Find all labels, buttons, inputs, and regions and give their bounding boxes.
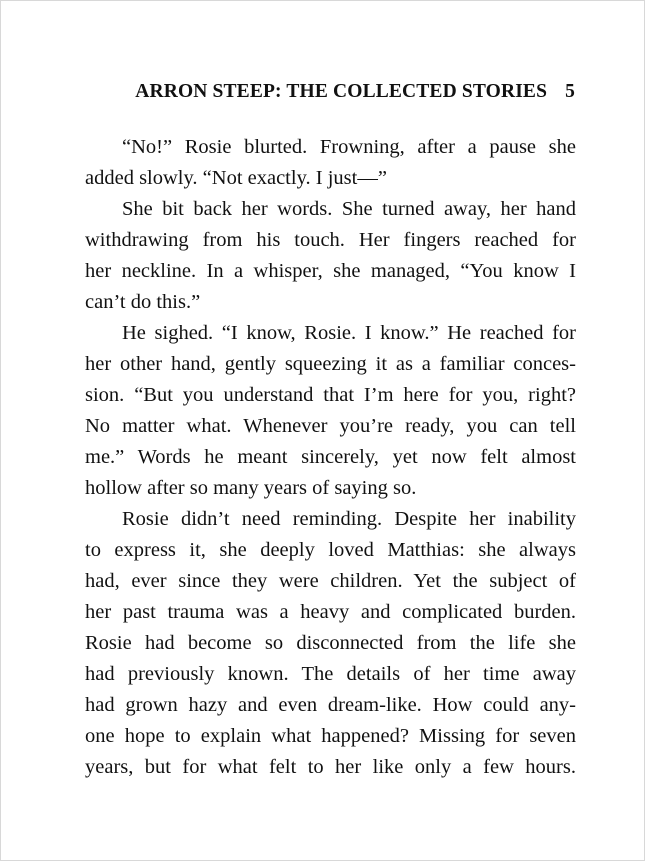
text-line: had grown hazy and even dream-like. How could any- (85, 694, 576, 716)
text-line: her past trauma was a heavy and complicated burden. (85, 601, 576, 623)
text-line: sion. “But you understand that I’m here for you, right? (85, 384, 576, 406)
text-line: to express it, she deeply loved Matthias: she always (85, 539, 576, 561)
text-line: one hope to explain what happened? Missing for seven (85, 725, 576, 747)
text-line: me.” Words he meant sincerely, yet now felt almost (85, 446, 576, 468)
text-line: had, ever since they were children. Yet the subject of (85, 570, 576, 592)
text-line: her other hand, gently squeezing it as a familiar conces- (85, 353, 576, 375)
text-line: He sighed. “I know, Rosie. I know.” He reached for (122, 322, 576, 344)
text-line: “No!” Rosie blurted. Frowning, after a pause she (122, 136, 576, 158)
body-text (85, 132, 576, 783)
text-line: can’t do this.” (85, 291, 201, 313)
text-line: withdrawing from his touch. Her fingers reached for (85, 229, 576, 251)
running-head (111, 81, 575, 103)
text-line: added slowly. “Not exactly. I just—” (85, 167, 387, 189)
text-line: years, but for what felt to her like only a few hours. (85, 756, 576, 778)
text-line: hollow after so many years of saying so. (85, 477, 417, 499)
text-line: had previously known. The details of her time away (85, 663, 576, 685)
text-line: Rosie had become so disconnected from the life she (85, 632, 576, 654)
text-line: her neckline. In a whisper, she managed, “You know I (85, 260, 576, 282)
text-line: She bit back her words. She turned away, her hand (122, 198, 576, 220)
text-line: Rosie didn’t need reminding. Despite her inability (122, 508, 576, 530)
page-number: 5 (565, 81, 575, 102)
running-title: ARRON STEEP: THE COLLECTED STORIES (135, 81, 548, 102)
text-line: No matter what. Whenever you’re ready, you can tell (85, 415, 576, 437)
